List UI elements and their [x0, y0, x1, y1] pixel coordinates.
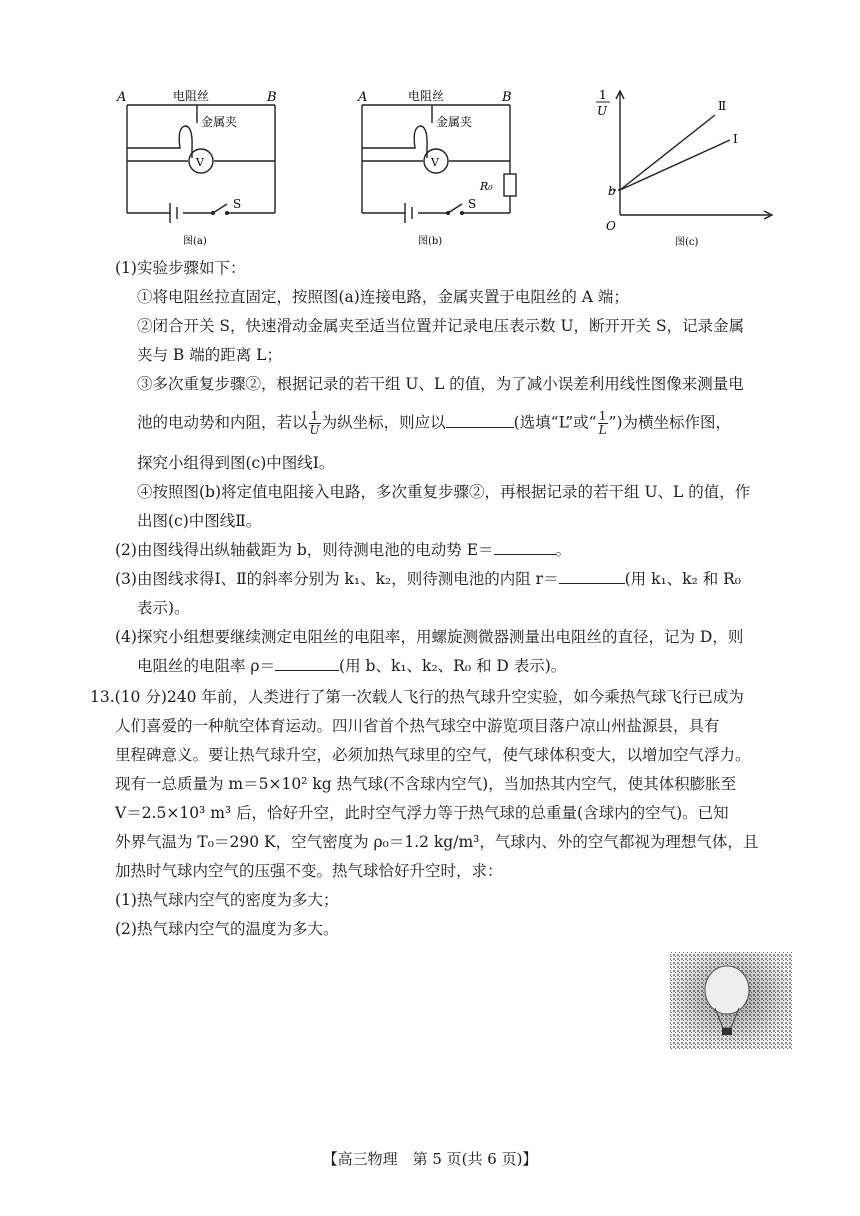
answer-blank-axis [446, 413, 514, 428]
origin-label: O [606, 219, 616, 233]
caption-a: 图(a) [183, 236, 207, 247]
circuit-figure-b [350, 88, 525, 253]
resistor-label: R₀ [480, 180, 493, 193]
q13-line-2: 人们喜爱的一种航空体育运动。四川省首个热气球空中游览项目落户凉山州盐源县，具有 [115, 717, 720, 735]
label-clip: 金属夹 [201, 115, 238, 129]
q12-step1: ①将电阻丝拉直固定，按照图(a)连接电路，金属夹置于电阻丝的 A 端； [137, 288, 629, 306]
label-B: B [267, 90, 277, 105]
answer-blank-resistivity [275, 656, 339, 671]
q12-step3-a: ③多次重复步骤②，根据记录的若干组 U、L 的值，为了减小误差利用线性图像来测量电 [137, 375, 744, 393]
line2-label: Ⅱ [718, 99, 727, 113]
q13-line-5: V＝2.5×10³ m³ 后，恰好升空，此时空气浮力等于热气球的总重量(含球内的空气)。已知 [115, 804, 729, 822]
voltmeter-label: V [196, 156, 204, 169]
y-axis-num: 1 [599, 88, 607, 102]
q12-part1-head: (1)实验步骤如下： [115, 259, 246, 277]
caption-c: 图(c) [675, 237, 699, 248]
switch-label: S [233, 197, 242, 211]
q12-part2: (2)由图线得出纵轴截距为 b，则待测电池的电动势 E＝ 。 [115, 541, 572, 559]
q12-step2-b: 夹与 B 端的距离 L； [137, 346, 282, 364]
q13-subq-1: (1)热气球内空气的密度为多大； [115, 891, 339, 909]
q12-part4-b: 电阻丝的电阻率 ρ＝ (用 b、k₁、k₂、R₀ 和 D 表示)。 [137, 657, 567, 675]
voltmeter-label: V [431, 156, 439, 169]
q12-part3-b: 表示)。 [137, 599, 190, 617]
q13-line-4: 现有一总质量为 m＝5×10² kg 热气球(不含球内空气)，当加热其内空气，使其体积膨胀至 [115, 775, 737, 793]
answer-blank-emf [494, 540, 556, 555]
line1-label: I [733, 132, 738, 146]
label-A: A [117, 90, 127, 105]
q13-subq-2: (2)热气球内空气的温度为多大。 [115, 920, 339, 938]
intercept-label: b [608, 184, 616, 198]
caption-b: 图(b) [418, 236, 443, 247]
q12-step4-a: ④按照图(b)将定值电阻接入电路，多次重复步骤②，再根据记录的若干组 U、L 的值，作 [137, 483, 751, 501]
label-wire: 电阻丝 [408, 89, 445, 103]
q13-line-1: 13.(10 分)240 年前，人类进行了第一次载人飞行的热气球升空实验，如今乘热气球飞行已成为 [90, 688, 744, 706]
label-clip: 金属夹 [436, 115, 473, 129]
q13-line-6: 外界气温为 T₀＝290 K，空气密度为 ρ₀＝1.2 kg/m³，气球内、外的空气都视为理想气体，且 [115, 833, 759, 851]
q13-line-7: 加热时气球内空气的压强不变。热气球恰好升空时，求： [115, 862, 503, 880]
label-A: A [358, 90, 368, 105]
q12-step2-a: ②闭合开关 S，快速滑动金属夹至适当位置并记录电压表示数 U，断开开关 S，记录金属 [137, 317, 745, 335]
q13-line-3: 里程碑意义。要让热气球升空，必须加热气球里的空气，使气球体积变大，以增加空气浮力。 [115, 746, 751, 764]
q12-step3-c: 探究小组得到图(c)中图线Ⅰ。 [137, 454, 335, 472]
answer-blank-resistance [559, 569, 625, 584]
fraction-1-over-l: $\frac{1}{L}$ [598, 409, 607, 437]
q12-part4-a: (4)探究小组想要继续测定电阻丝的电阻率，用螺旋测微器测量出电阻丝的直径，记为 D，则 [115, 628, 744, 646]
q12-part3: (3)由图线求得Ⅰ、Ⅱ的斜率分别为 k₁、k₂，则待测电池的内阻 r＝ (用 k₁、k₂ 和 R₀ [115, 570, 742, 588]
graph-figure-c [590, 85, 780, 255]
fraction-1-over-u: $\frac{1}{U}$ [309, 409, 320, 437]
y-axis-den: U [597, 104, 608, 118]
q12-step4-b: 出图(c)中图线Ⅱ。 [137, 512, 262, 530]
label-B: B [502, 90, 512, 105]
circuit-figure-a [115, 88, 285, 253]
label-wire: 电阻丝 [173, 89, 210, 103]
switch-label: S [468, 197, 477, 211]
balloon-photo [665, 950, 795, 1060]
q12-step3-b: 池的电动势和内阻，若以 $\frac{1}{U}$ 为纵坐标，则应以 (选填“L”或“ $\frac{1}{L}$ ”)为横坐标作图， [137, 409, 732, 437]
page-footer: 【高三物理 第 5 页(共 6 页)】 [322, 1150, 538, 1168]
